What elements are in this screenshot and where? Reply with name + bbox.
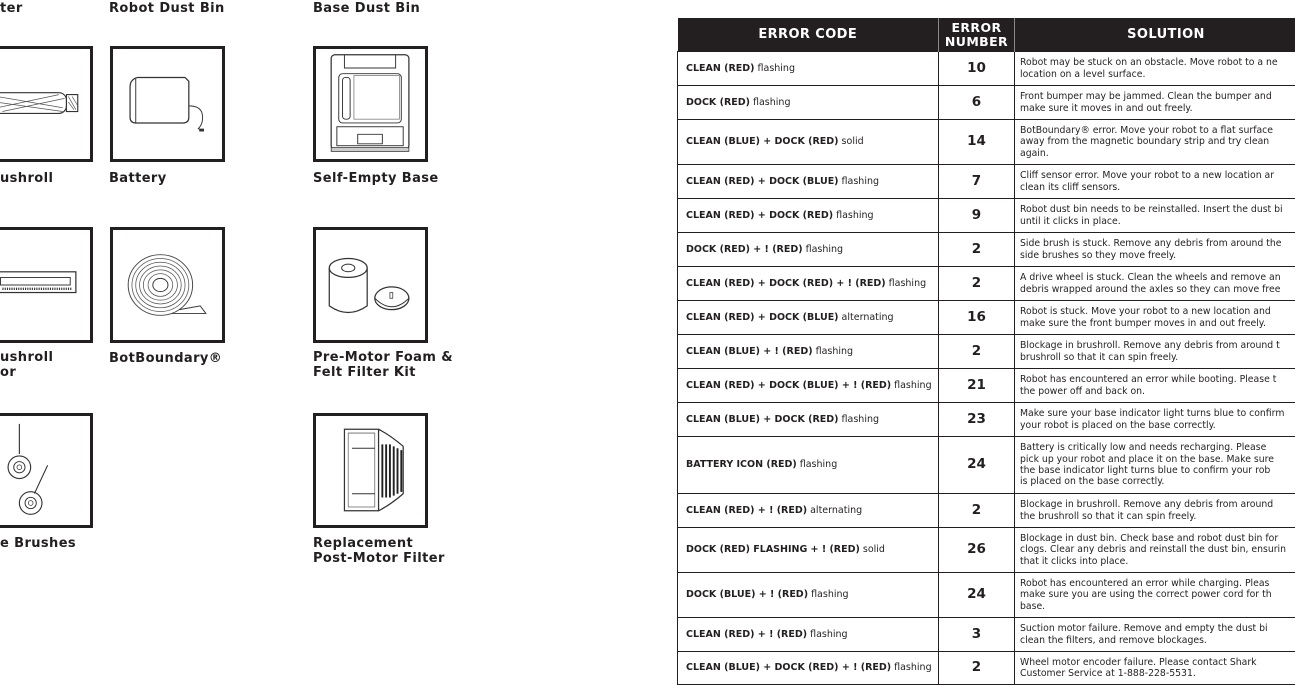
error-code-lights: DOCK (RED) FLASHING + ! (RED) — [686, 544, 860, 555]
self-empty-base-image — [313, 46, 428, 162]
solution-cell — [1015, 528, 1295, 573]
solution-line: Wheel motor encoder failure. Please contact Shark — [1020, 657, 1257, 668]
error-number-cell: 2 — [939, 233, 1015, 267]
error-code-lights: CLEAN (RED) + ! (RED) — [686, 629, 807, 640]
error-code-cell — [678, 369, 939, 403]
solution-line: brushroll so that it can spin freely. — [1020, 352, 1178, 363]
table-row — [678, 86, 1295, 120]
solution-line: Make sure your base indicator light turns blue to confirm — [1020, 408, 1284, 419]
battery-image — [110, 46, 225, 162]
table-row — [678, 618, 1295, 652]
error-code-state: alternating — [839, 312, 894, 323]
part-label-self-empty-base: Self-Empty Base — [313, 171, 439, 186]
header-error-code: ERROR CODE — [678, 18, 939, 52]
solution-line: clean the filters, and remove blockages. — [1020, 635, 1207, 646]
part-label-pre-motor-filter-l2: Felt Filter Kit — [313, 365, 416, 380]
brushroll-image — [0, 46, 93, 162]
error-code-lights: CLEAN (BLUE) + DOCK (RED) + ! (RED) — [686, 662, 891, 673]
header-error-number-line2: NUMBER — [945, 34, 1008, 49]
table-row — [678, 199, 1295, 233]
error-code-lights: CLEAN (BLUE) + ! (RED) — [686, 346, 813, 357]
solution-line: your robot is placed on the base correctly. — [1020, 420, 1216, 431]
side-brushes-image — [0, 413, 93, 528]
solution-line: that it clicks into place. — [1020, 556, 1128, 567]
solution-cell — [1015, 267, 1295, 301]
solution-line: A drive wheel is stuck. Clean the wheels and remove an — [1020, 272, 1281, 283]
part-label-post-motor-filter-l1: Replacement — [313, 536, 413, 551]
error-code-state: flashing — [807, 629, 848, 640]
solution-line: Robot has encountered an error while booting. Please t — [1020, 374, 1276, 385]
error-number-cell: 2 — [939, 335, 1015, 369]
part-label-brushroll-door-l2: or — [0, 365, 16, 380]
botboundary-icon — [113, 230, 222, 340]
error-code-state: flashing — [797, 459, 838, 470]
error-code-state: flashing — [839, 176, 880, 187]
error-number-cell: 16 — [939, 301, 1015, 335]
error-code-state: solid — [839, 136, 864, 147]
solution-line: away from the magnetic boundary strip and try clean — [1020, 136, 1269, 147]
solution-line: Robot is stuck. Move your robot to a new location and — [1020, 306, 1271, 317]
error-code-cell — [678, 437, 939, 494]
table-row — [678, 652, 1295, 685]
error-code-cell — [678, 618, 939, 652]
solution-line: location on a level surface. — [1020, 69, 1145, 80]
error-code-state: alternating — [807, 505, 862, 516]
table-row — [678, 494, 1295, 528]
part-label-brushroll: ushroll — [0, 171, 53, 186]
solution-line: again. — [1020, 148, 1049, 159]
error-code-lights: CLEAN (RED) + DOCK (RED) — [686, 210, 833, 221]
error-code-lights: CLEAN (RED) + DOCK (BLUE) — [686, 176, 839, 187]
solution-cell — [1015, 233, 1295, 267]
error-code-cell — [678, 301, 939, 335]
solution-cell — [1015, 86, 1295, 120]
error-code-cell — [678, 528, 939, 573]
solution-line: Cliff sensor error. Move your robot to a new location ar — [1020, 170, 1274, 181]
part-label-botboundary: BotBoundary® — [109, 351, 222, 366]
part-label-brushroll-door-l1: ushroll — [0, 350, 53, 365]
solution-line: the brushroll so that it can spin freely. — [1020, 511, 1196, 522]
solution-line: Customer Service at 1-888-228-5531. — [1020, 668, 1196, 679]
error-code-state: flashing — [750, 97, 791, 108]
error-code-cell — [678, 267, 939, 301]
solution-line: Battery is critically low and needs recharging. Please — [1020, 442, 1266, 453]
part-label-robot-dust-bin: Robot Dust Bin — [109, 1, 225, 16]
table-row — [678, 335, 1295, 369]
error-number-cell: 23 — [939, 403, 1015, 437]
error-number-cell: 2 — [939, 652, 1015, 685]
error-code-cell — [678, 86, 939, 120]
solution-cell — [1015, 573, 1295, 618]
error-code-cell — [678, 233, 939, 267]
pre-motor-filter-icon — [316, 230, 425, 340]
solution-cell — [1015, 369, 1295, 403]
post-motor-filter-icon — [316, 416, 425, 525]
side-brushes-icon — [0, 416, 90, 525]
solution-line: clean its cliff sensors. — [1020, 182, 1120, 193]
error-number-cell: 7 — [939, 165, 1015, 199]
solution-cell — [1015, 437, 1295, 494]
part-label-filter-partial: ter — [0, 1, 23, 16]
table-row — [678, 437, 1295, 494]
error-code-lights: BATTERY ICON (RED) — [686, 459, 797, 470]
error-code-lights: DOCK (BLUE) + ! (RED) — [686, 589, 808, 600]
solution-line: the base indicator light turns blue to confirm your rob — [1020, 465, 1270, 476]
error-code-table — [677, 18, 1295, 685]
solution-line: until it clicks in place. — [1020, 216, 1121, 227]
solution-line: debris wrapped around the axles so they can move free — [1020, 284, 1281, 295]
solution-line: Side brush is stuck. Remove any debris from around the — [1020, 238, 1281, 249]
error-code-state: flashing — [803, 244, 844, 255]
solution-cell — [1015, 652, 1295, 685]
solution-line: make sure the front bumper moves in and out freely. — [1020, 318, 1266, 329]
solution-line: Blockage in brushroll. Remove any debris from around t — [1020, 340, 1280, 351]
solution-line: make sure it moves in and out freely. — [1020, 103, 1193, 114]
solution-cell — [1015, 494, 1295, 528]
solution-line: Robot may be stuck on an obstacle. Move robot to a ne — [1020, 57, 1278, 68]
error-code-lights: DOCK (RED) — [686, 97, 750, 108]
solution-cell — [1015, 120, 1295, 165]
brushroll-door-image — [0, 227, 93, 343]
header-solution: SOLUTION — [1015, 18, 1295, 52]
solution-line: is placed on the base correctly. — [1020, 476, 1164, 487]
error-code-state: solid — [860, 544, 885, 555]
part-label-post-motor-filter-l2: Post-Motor Filter — [313, 551, 445, 566]
error-number-cell: 24 — [939, 437, 1015, 494]
error-code-cell — [678, 120, 939, 165]
table-row — [678, 233, 1295, 267]
solution-cell — [1015, 165, 1295, 199]
solution-line: base. — [1020, 601, 1045, 612]
table-row — [678, 573, 1295, 618]
error-code-cell — [678, 494, 939, 528]
botboundary-image — [110, 227, 225, 343]
solution-cell — [1015, 52, 1295, 86]
error-code-lights: DOCK (RED) + ! (RED) — [686, 244, 803, 255]
error-code-state: flashing — [886, 278, 927, 289]
table-row — [678, 528, 1295, 573]
table-row — [678, 403, 1295, 437]
solution-line: Robot dust bin needs to be reinstalled. Insert the dust bi — [1020, 204, 1283, 215]
error-number-cell: 26 — [939, 528, 1015, 573]
solution-cell — [1015, 301, 1295, 335]
battery-icon — [113, 49, 222, 159]
error-code-lights: CLEAN (RED) — [686, 63, 755, 74]
solution-cell — [1015, 199, 1295, 233]
error-code-lights: CLEAN (RED) + DOCK (BLUE) + ! (RED) — [686, 380, 891, 391]
table-row — [678, 267, 1295, 301]
solution-line: Suction motor failure. Remove and empty the dust bi — [1020, 623, 1268, 634]
solution-line: the power off and back on. — [1020, 386, 1145, 397]
error-code-cell — [678, 403, 939, 437]
table-row — [678, 301, 1295, 335]
header-error-number — [939, 18, 1015, 52]
solution-line: Blockage in dust bin. Check base and robot dust bin for — [1020, 533, 1278, 544]
table-row — [678, 165, 1295, 199]
error-code-lights: CLEAN (RED) + ! (RED) — [686, 505, 807, 516]
part-label-battery: Battery — [109, 171, 167, 186]
error-table-container — [677, 18, 1295, 685]
error-code-cell — [678, 52, 939, 86]
solution-line: Front bumper may be jammed. Clean the bumper and — [1020, 91, 1272, 102]
error-code-cell — [678, 199, 939, 233]
error-code-state: flashing — [808, 589, 849, 600]
header-error-number-line1: ERROR — [951, 20, 1001, 35]
solution-cell — [1015, 618, 1295, 652]
error-number-cell: 10 — [939, 52, 1015, 86]
brushroll-door-icon — [0, 230, 90, 340]
error-number-cell: 21 — [939, 369, 1015, 403]
error-number-cell: 14 — [939, 120, 1015, 165]
error-number-cell: 2 — [939, 494, 1015, 528]
error-code-state: flashing — [755, 63, 796, 74]
part-label-base-dust-bin: Base Dust Bin — [313, 1, 420, 16]
error-code-state: flashing — [833, 210, 874, 221]
solution-line: side brushes so they move freely. — [1020, 250, 1176, 261]
error-code-cell — [678, 573, 939, 618]
error-code-cell — [678, 335, 939, 369]
error-number-cell: 24 — [939, 573, 1015, 618]
error-code-lights: CLEAN (RED) + DOCK (BLUE) — [686, 312, 839, 323]
error-code-state: flashing — [813, 346, 854, 357]
table-row — [678, 120, 1295, 165]
part-label-pre-motor-filter-l1: Pre-Motor Foam & — [313, 350, 453, 365]
table-row — [678, 369, 1295, 403]
error-code-state: flashing — [891, 380, 932, 391]
solution-cell — [1015, 403, 1295, 437]
post-motor-filter-image — [313, 413, 428, 528]
solution-cell — [1015, 335, 1295, 369]
error-number-cell: 2 — [939, 267, 1015, 301]
pre-motor-filter-image — [313, 227, 428, 343]
solution-line: clogs. Clear any debris and reinstall the dust bin, ensurin — [1020, 544, 1286, 555]
error-code-cell — [678, 652, 939, 685]
error-number-cell: 6 — [939, 86, 1015, 120]
solution-line: BotBoundary® error. Move your robot to a flat surface — [1020, 125, 1273, 136]
self-empty-base-icon — [316, 49, 425, 159]
table-row — [678, 52, 1295, 86]
solution-line: Robot has encountered an error while charging. Pleas — [1020, 578, 1269, 589]
error-code-state: flashing — [839, 414, 880, 425]
brushroll-icon — [0, 49, 90, 159]
error-code-lights: CLEAN (RED) + DOCK (RED) + ! (RED) — [686, 278, 886, 289]
error-code-state: flashing — [891, 662, 932, 673]
error-code-cell — [678, 165, 939, 199]
error-number-cell: 3 — [939, 618, 1015, 652]
error-code-lights: CLEAN (BLUE) + DOCK (RED) — [686, 136, 839, 147]
error-number-cell: 9 — [939, 199, 1015, 233]
error-code-lights: CLEAN (BLUE) + DOCK (RED) — [686, 414, 839, 425]
solution-line: Blockage in brushroll. Remove any debris from around — [1020, 499, 1273, 510]
solution-line: make sure you are using the correct power cord for th — [1020, 589, 1272, 600]
table-header-row — [678, 18, 1295, 52]
solution-line: pick up your robot and place it on the base. Make sure — [1020, 454, 1274, 465]
part-label-side-brushes: e Brushes — [0, 536, 76, 551]
